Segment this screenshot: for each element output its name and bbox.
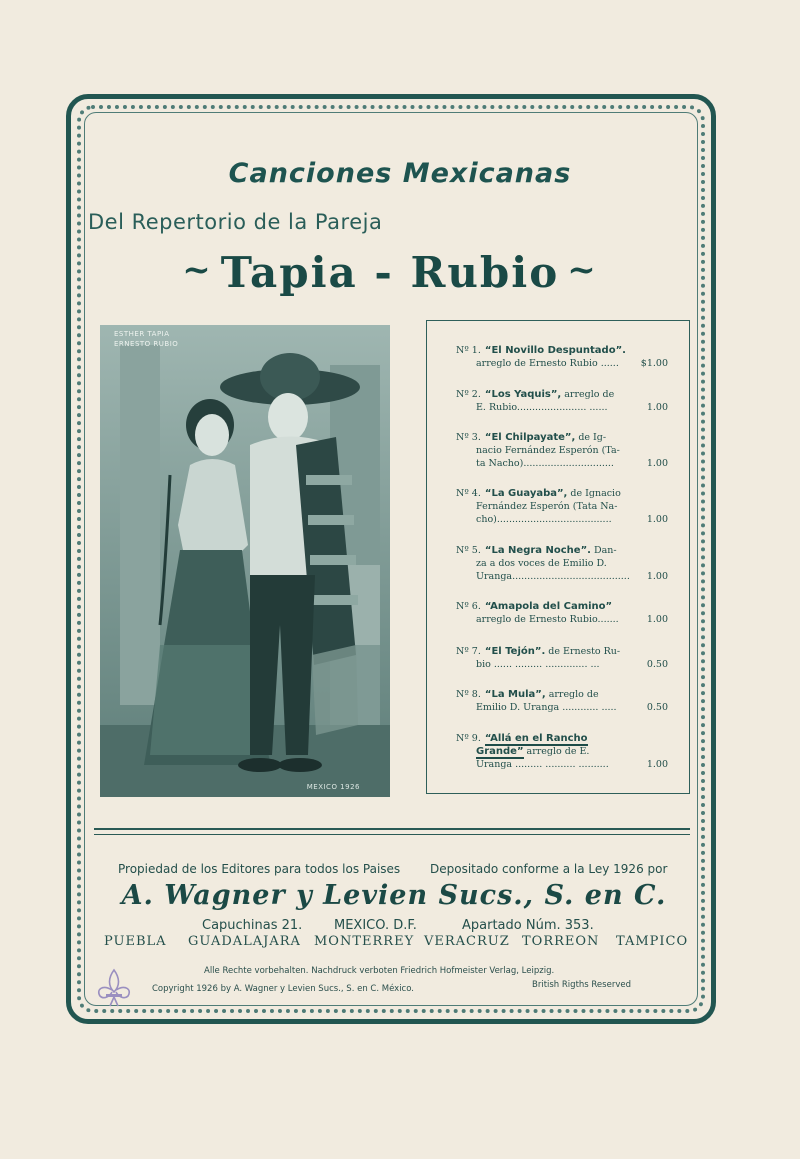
song-credit-a: arreglo de (545, 689, 599, 700)
song-item-4[interactable] (456, 487, 668, 526)
song-title: “Los Yaquis”, (484, 389, 562, 400)
song-credit-c: cho)...................................... (476, 514, 612, 525)
song-credit-a: de Ernesto Ru- (545, 646, 621, 657)
song-item-7[interactable] (456, 645, 668, 671)
song-number: Nº 8. (456, 689, 481, 700)
song-title-cont: Grande” (476, 746, 524, 757)
song-credit-c: Uranga ......... .......... .......... (476, 759, 609, 770)
song-item-1[interactable] (456, 344, 668, 370)
song-credit: za a dos voces de Emilio D. (476, 558, 607, 569)
song-credit-c: ta Nacho).............................. (476, 458, 614, 469)
song-title: “El Tejón”. (484, 646, 546, 657)
divider-rule-thin (94, 834, 690, 835)
fleur-de-lis-stamp-icon (92, 966, 136, 1010)
song-price: 1.00 (646, 571, 668, 582)
branch-city: PUEBLA (104, 934, 167, 949)
performer-names-text: Tapia - Rubio (220, 248, 560, 297)
branch-city: TORREON (522, 934, 600, 949)
song-credit-a: arreglo de (561, 389, 615, 400)
song-number: Nº 6. (456, 601, 481, 612)
song-number: Nº 4. (456, 488, 481, 499)
song-number: Nº 7. (456, 646, 481, 657)
divider-rule (94, 828, 690, 830)
song-title: “La Guayaba”, (484, 488, 568, 499)
song-price: 1.00 (646, 402, 668, 413)
song-credit: bio ...... ......... .............. ... (476, 659, 600, 670)
branch-city: MONTERREY (314, 934, 415, 949)
song-credit: Fernández Esperón (Tata Na- (476, 501, 618, 512)
branch-city: GUADALAJARA (188, 934, 301, 949)
song-title: “Allá en el Rancho (484, 733, 588, 744)
publisher-city: MEXICO. D.F. (334, 918, 417, 933)
song-item-9[interactable] (456, 732, 668, 771)
song-item-5[interactable] (456, 544, 668, 583)
song-price: 1.00 (646, 458, 668, 469)
publisher-street: Capuchinas 21. (202, 918, 303, 933)
song-credit: E. Rubio....................... ...... (476, 402, 608, 413)
branch-city: VERACRUZ (424, 934, 510, 949)
song-number: Nº 9. (456, 733, 481, 744)
publisher-po-box: Apartado Núm. 353. (462, 918, 594, 933)
decorative-tilde-left: ~ (182, 250, 213, 290)
song-number: Nº 5. (456, 545, 481, 556)
song-credit-c: Uranga....................................... (476, 571, 630, 582)
page-title: Canciones Mexicanas (228, 158, 572, 189)
photo-illustration (100, 325, 390, 797)
song-title: “El Novillo Despuntado”. (484, 345, 626, 356)
song-title: “La Negra Noche”. (484, 545, 591, 556)
song-price: 1.00 (646, 514, 668, 525)
photo-caption-line1: ESTHER TAPIA (114, 330, 170, 338)
song-number: Nº 2. (456, 389, 481, 400)
deposit-notice: Depositado conforme a la Ley 1926 por (430, 862, 668, 876)
song-title: “La Mula”, (484, 689, 546, 700)
page-subtitle: Del Repertorio de la Pareja (88, 210, 383, 234)
song-credit: arreglo de Ernesto Rubio ...... (476, 358, 619, 369)
song-price: 0.50 (646, 659, 668, 670)
song-price: 0.50 (646, 702, 668, 713)
photo-caption (114, 329, 178, 349)
photo-caption-line2: ERNESTO RUBIO (114, 340, 179, 348)
song-item-6[interactable] (456, 600, 668, 626)
song-credit-a: Dan- (590, 545, 617, 556)
song-price: $1.00 (640, 358, 668, 369)
song-item-3[interactable] (456, 431, 668, 470)
song-credit-a: de Ignacio (567, 488, 621, 499)
song-credit: arreglo de E. (523, 746, 590, 757)
rights-notice: Alle Rechte vorbehalten. Nachdruck verboten Friedrich Hofmeister Verlag, Leipzig. (204, 966, 555, 976)
decorative-tilde-right: ~ (567, 250, 598, 290)
song-credit: nacio Fernández Esperón (Ta- (476, 445, 620, 456)
song-item-8[interactable] (456, 688, 668, 714)
song-item-2[interactable] (456, 388, 668, 414)
song-credit: arreglo de Ernesto Rubio....... (476, 614, 619, 625)
british-rights-notice: British Rigths Reserved (532, 980, 631, 990)
photo-studio-mark: MEXICO 1926 (306, 783, 360, 791)
song-title: “Amapola del Camino” (484, 601, 613, 612)
song-credit: Emilio D. Uranga ............ ..... (476, 702, 617, 713)
song-credit-a: de Ig- (575, 432, 607, 443)
publisher-name: A. Wagner y Levien Sucs., S. en C. (121, 880, 667, 911)
property-notice: Propiedad de los Editores para todos los Paises (118, 862, 401, 876)
performers-photo (100, 325, 390, 797)
copyright-notice: Copyright 1926 by A. Wagner y Levien Sucs., S. en C. México. (152, 984, 414, 994)
song-number: Nº 1. (456, 345, 481, 356)
song-title: “El Chilpayate”, (484, 432, 576, 443)
song-price: 1.00 (646, 759, 668, 770)
song-price: 1.00 (646, 614, 668, 625)
branch-city: TAMPICO (616, 934, 689, 949)
song-number: Nº 3. (456, 432, 481, 443)
performer-names (110, 248, 670, 297)
